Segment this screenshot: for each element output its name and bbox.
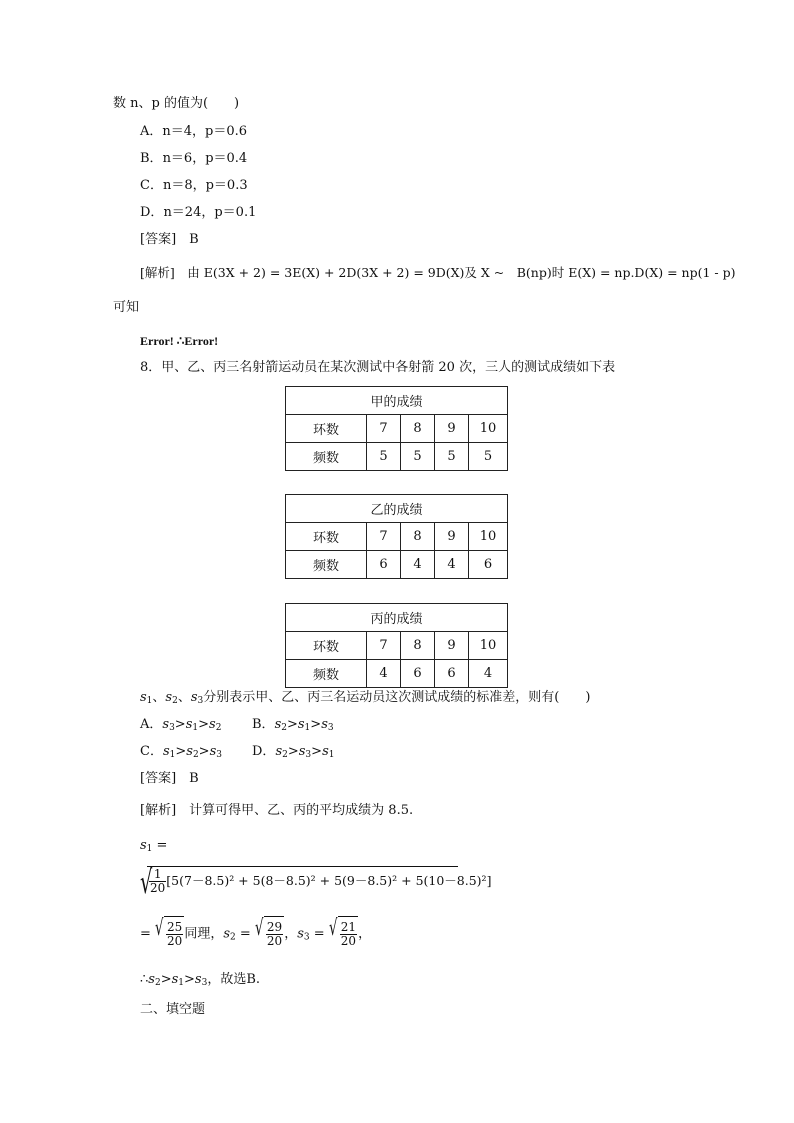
q8-option-a: A．$s_3>s_1>s_2$ [140, 717, 222, 733]
row-label: 环数 [286, 523, 367, 551]
s1-formula: √ $\frac{1}{20}$ [5(7－8.5)² + 5(8－8.5)² + 5(9－8.5)² + 5(10－8.5)²] [140, 863, 492, 901]
q7-analysis-cont: 可知 [113, 300, 140, 315]
table-cell: 10 [469, 523, 508, 551]
table-cell: 4 [401, 551, 435, 579]
q8-answer: [答案] B [140, 771, 199, 786]
table-cell: 8 [401, 632, 435, 660]
q8-analysis: [解析] 计算可得甲、乙、丙的平均成绩为 8.5. [140, 803, 414, 818]
table-cell: 7 [367, 632, 401, 660]
score-table-yi [285, 494, 508, 579]
table-cell: 7 [367, 523, 401, 551]
table-row [286, 415, 508, 443]
q7-answer: [答案] B [140, 232, 199, 247]
table-cell: 7 [367, 415, 401, 443]
q8-conclusion: $\therefore s_2>s_1>s_3$，故选B. [140, 972, 260, 988]
row-label: 环数 [286, 415, 367, 443]
q8-stem: 8．甲、乙、丙三名射箭运动员在某次测试中各射箭 20 次，三人的测试成绩如下表 [140, 360, 616, 375]
q8-question: $s_1$、$s_2$、$s_3$分别表示甲、乙、丙三名运动员这次测试成绩的标准差，则有( ) [140, 690, 591, 706]
table-row [286, 632, 508, 660]
table-cell: 8 [401, 523, 435, 551]
error-text: Error! ∴Error! [140, 334, 219, 348]
row-label: 环数 [286, 632, 367, 660]
table-cell: 5 [401, 443, 435, 471]
table-cell: 5 [367, 443, 401, 471]
table-cell: 4 [469, 660, 508, 688]
table-row [286, 660, 508, 688]
table-cell: 6 [435, 660, 469, 688]
table-title: 丙的成绩 [286, 604, 508, 632]
row-label: 频数 [286, 660, 367, 688]
q7-analysis: [解析] 由 E(3X + 2) = 3E(X) + 2D(3X + 2) = 9D(X)及 X ~ B(np)时 E(X) = np.D(X) = np(1 - p) [140, 265, 736, 280]
table-cell: 5 [435, 443, 469, 471]
table-cell: 6 [367, 551, 401, 579]
row-label: 频数 [286, 443, 367, 471]
table-cell: 5 [469, 443, 508, 471]
table-cell: 10 [469, 415, 508, 443]
std-results: = √ $\frac{25}{20}$ 同理，$s_2$ = √ $\frac{29}{20}$ ，$s_3$ = √ $\frac{21}{20}$ ， [140, 916, 371, 952]
table-cell: 9 [435, 523, 469, 551]
table-title: 乙的成绩 [286, 495, 508, 523]
table-cell: 8 [401, 415, 435, 443]
score-table-jia [285, 386, 508, 471]
table-cell: 6 [401, 660, 435, 688]
q8-option-c: C．$s_1>s_2>s_3$ [140, 744, 222, 760]
formula-inner: [5(7－8.5)² + 5(8－8.5)² + 5(9－8.5)² + 5(10－8.5)²] [166, 873, 492, 888]
s1-label: $s_1$ = [140, 838, 168, 854]
q7-option-b: B．n＝6，p＝0.4 [140, 151, 248, 166]
table-cell: 6 [469, 551, 508, 579]
table-row [286, 443, 508, 471]
row-label: 频数 [286, 551, 367, 579]
q7-option-a: A．n＝4，p＝0.6 [140, 124, 248, 139]
table-row [286, 523, 508, 551]
table-title: 甲的成绩 [286, 387, 508, 415]
table-row [286, 551, 508, 579]
table-cell: 10 [469, 632, 508, 660]
table-cell: 4 [435, 551, 469, 579]
section-heading: 二、填空题 [140, 1002, 206, 1017]
q8-option-b: B．$s_2>s_1>s_3$ [252, 717, 334, 733]
q7-option-c: C．n＝8，p＝0.3 [140, 178, 248, 193]
q8-option-d: D．$s_2>s_3>s_1$ [252, 744, 335, 760]
table-cell: 4 [367, 660, 401, 688]
q7-stem-tail: 数 n、p 的值为( ) [113, 96, 240, 111]
table-cell: 9 [435, 415, 469, 443]
table-cell: 9 [435, 632, 469, 660]
q7-option-d: D．n＝24，p＝0.1 [140, 205, 257, 220]
score-table-bing [285, 603, 508, 688]
